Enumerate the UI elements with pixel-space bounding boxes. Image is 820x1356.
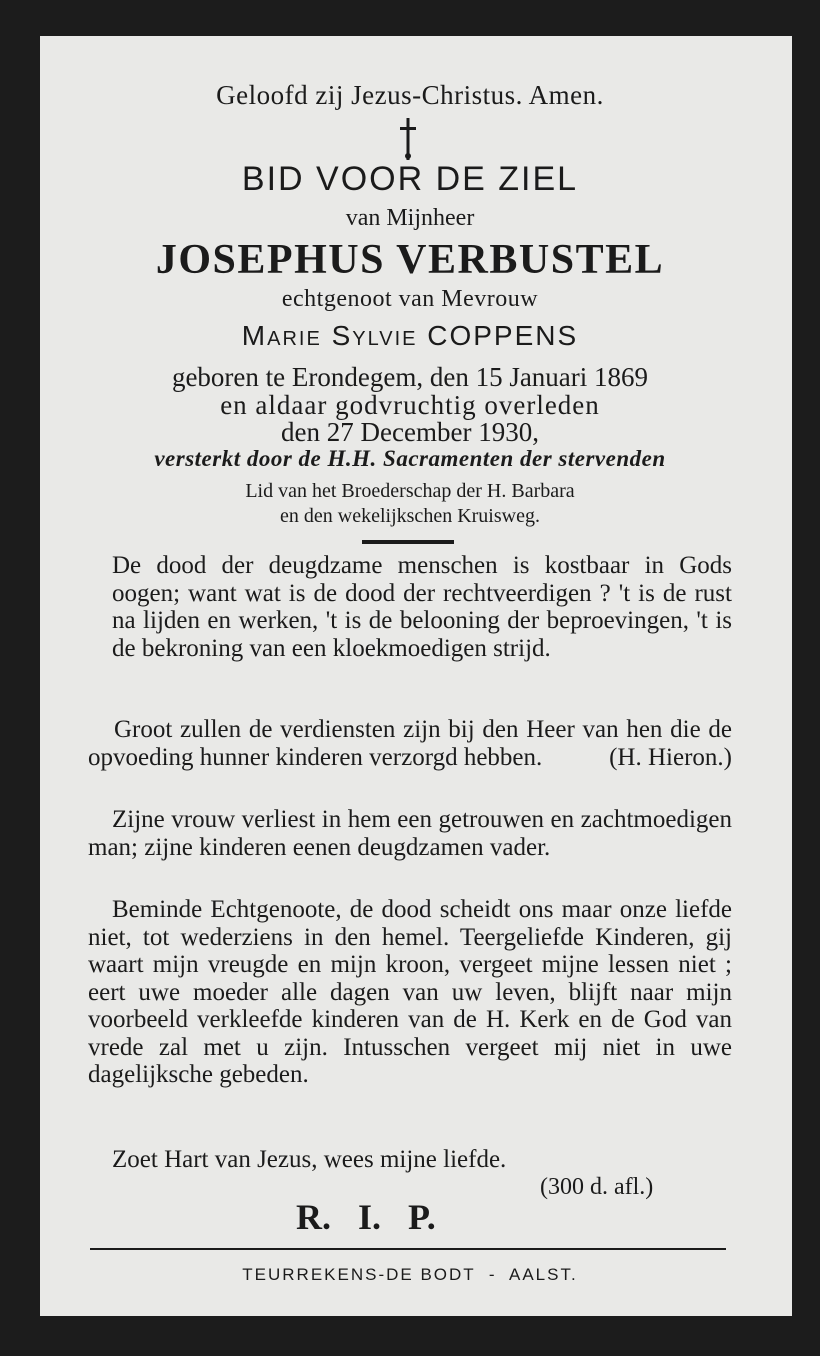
deceased-name: JOSEPHUS VERBUSTEL [155,237,665,283]
paragraph-2-text: Groot zullen de verdiensten zijn bij den Heer van hen die de opvoeding hunner kinderen verzorgd hebben. [88,716,732,771]
paragraph-1: De dood der deugdzame menschen is kostbaar in Gods oogen; want wat is de dood der rechtveerdigen ? 't is de rust na lijden en werken, 't is de belooning der beproevingen, 't is de bekroning van een kloekmoedigen strijd. [112,552,732,662]
invocation: Geloofd zij Jezus-Christus. Amen. [216,80,604,110]
paragraph-2-source: (H. Hieron.) [609,743,732,771]
printer-imprint: TEURREKENS-DE BODT - AALST. [242,1265,578,1284]
of-mister: van Mijnheer [345,205,475,231]
cross-icon [400,118,416,160]
divider-short [362,540,454,544]
spouse-intro: echtgenoot van Mevrouw [281,286,539,312]
member-line-2: en den wekelijkschen Kruisweg. [280,505,540,527]
indulgence: (300 d. afl.) [540,1174,654,1200]
born-line: geboren te Erondegem, den 15 Januari 1869 [171,362,649,392]
divider-bottom [90,1248,726,1250]
died-line: en aldaar godvruchtig overleden [220,390,600,420]
spouse-name-text: Marie Sylvie COPPENS [241,320,579,351]
pray-for-heading: BID VOOR DE ZIEL [241,160,579,198]
sacraments-line: versterkt door de H.H. Sacramenten der stervenden [154,446,666,471]
member-line: Lid van het Broederschap der H. Barbara [245,480,575,502]
rip: R. I. P. [296,1197,436,1237]
died-date: den 27 December 1930, [281,417,539,447]
spouse-name [0,320,820,352]
paragraph-3: Zijne vrouw verliest in hem een getrouwen en zachtmoedigen man; zijne kinderen eenen deugdzamen vader. [88,806,732,861]
paragraph-2 [88,716,732,771]
paragraph-4: Beminde Echtgenoote, de dood scheidt ons maar onze liefde niet, tot wederziens in den hemel. Teergeliefde Kinderen, gij waart mijn vreugde en mijn kroon, vergeet mijne lessen niet ; eert uwe moeder alle dagen van uw leven, blijft naar mijn voorbeeld verkleefde kinderen van de H. Kerk en de God van vrede zal met u zijn. Intusschen vergeet mij niet in uwe dagelijksche gebeden. [88,896,732,1088]
closing-prayer: Zoet Hart van Jezus, wees mijne liefde. [112,1146,507,1173]
